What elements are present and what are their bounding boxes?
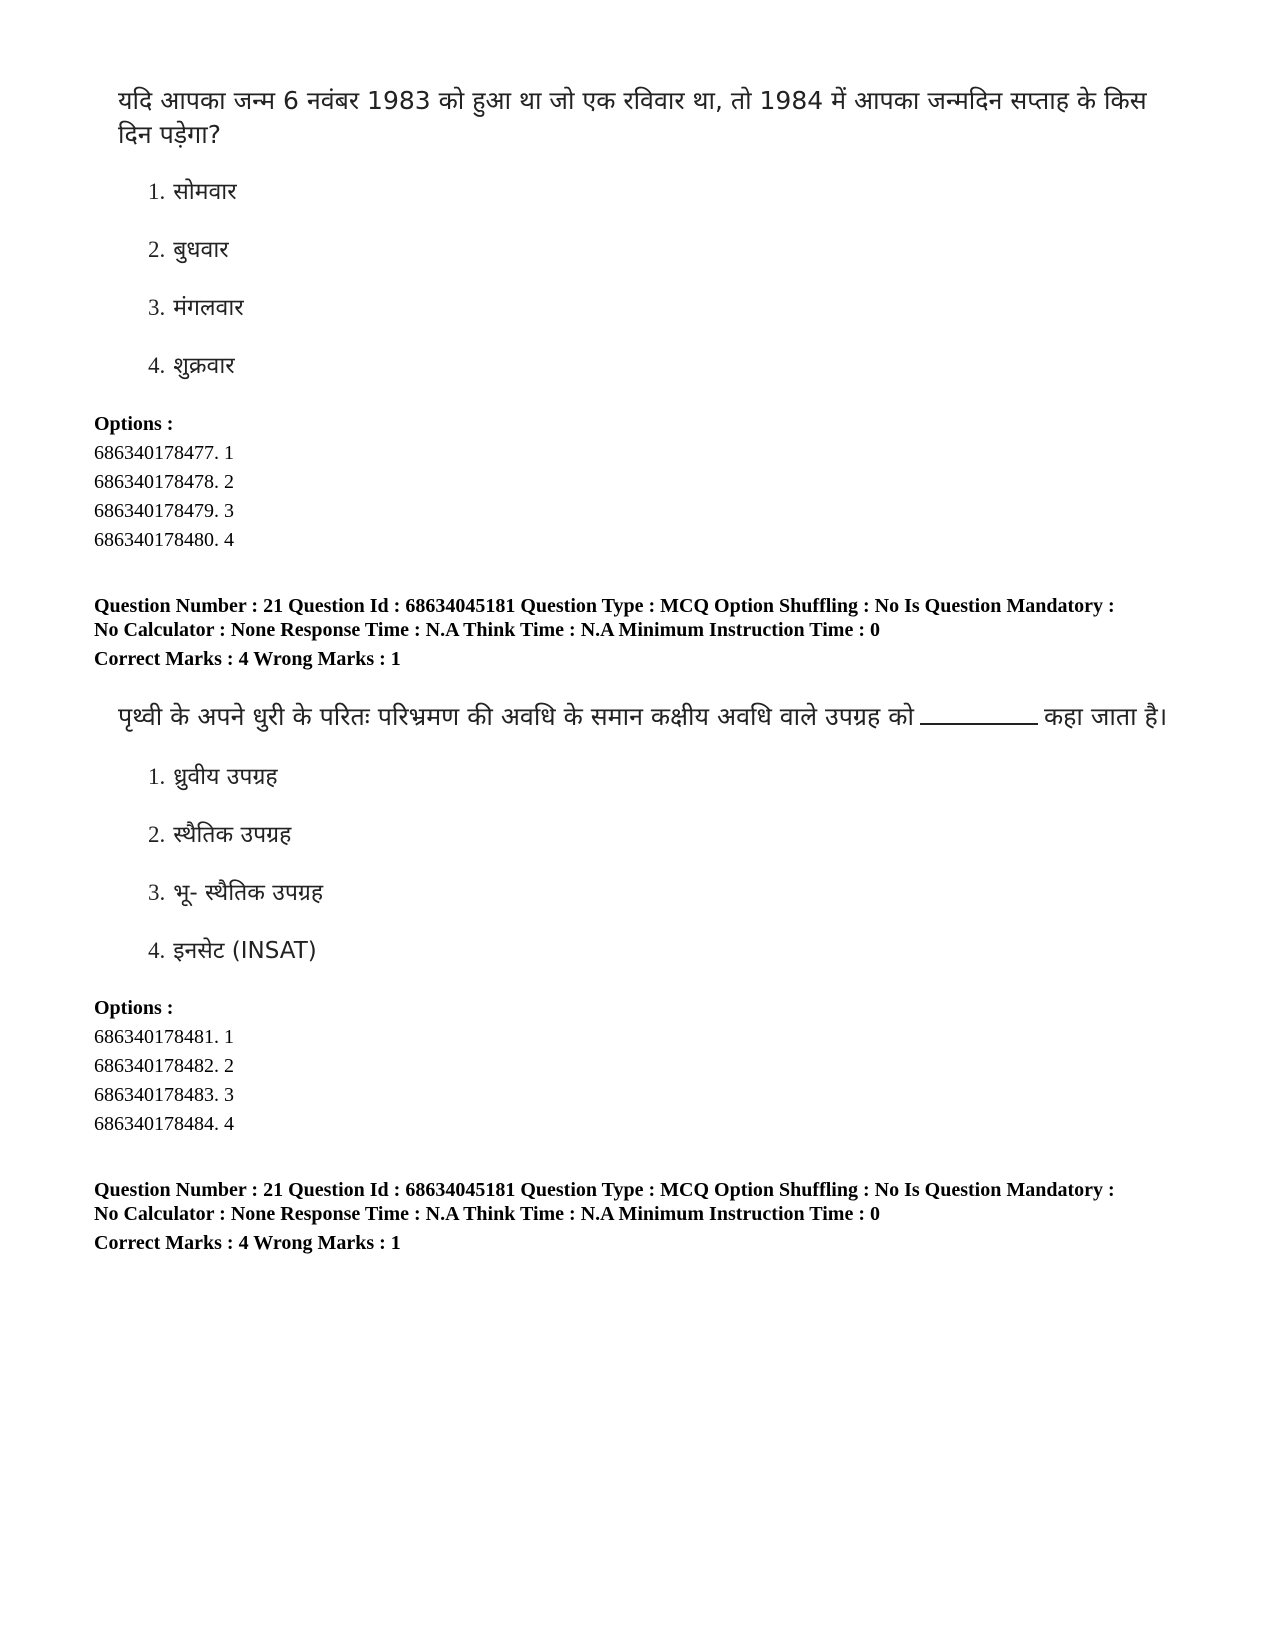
option-id-line: 686340178478. 2 xyxy=(94,471,234,493)
options-label: Options : xyxy=(94,413,174,435)
question-meta-line: Question Number : 21 Question Id : 68634045181 Question Type : MCQ Option Shuffling : No Is Question Mandatory : xyxy=(94,1179,1115,1201)
choice-item xyxy=(148,762,278,792)
option-id-line: 686340178480. 4 xyxy=(94,529,234,551)
choice-number: 3. xyxy=(148,880,166,905)
choice-text: स्थैतिक उपग्रह xyxy=(173,822,292,848)
question-text: यदि आपका जन्म 6 नवंबर 1983 को हुआ था जो एक रविवार था, तो 1984 में आपका जन्मदिन सप्ताह के किस दिन पड़ेगा? xyxy=(118,86,1147,149)
choice-text: भू- स्थैतिक उपग्रह xyxy=(173,880,324,906)
question-text-after: कहा जाता है। xyxy=(1043,702,1168,731)
choice-item xyxy=(148,351,235,381)
option-id-line: 686340178477. 1 xyxy=(94,442,234,464)
question-meta-line: No Calculator : None Response Time : N.A Think Time : N.A Minimum Instruction Time : 0 xyxy=(94,619,880,641)
choice-text: इनसेट (INSAT) xyxy=(173,938,317,964)
option-id-line: 686340178479. 3 xyxy=(94,500,234,522)
choice-text: मंगलवार xyxy=(173,295,244,321)
choice-number: 1. xyxy=(148,764,166,789)
question-text-before: पृथ्वी के अपने धुरी के परितः परिभ्रमण की अवधि के समान कक्षीय अवधि वाले उपग्रह को xyxy=(118,702,914,731)
choice-number: 3. xyxy=(148,295,166,320)
choice-number: 4. xyxy=(148,938,166,963)
option-id-line: 686340178482. 2 xyxy=(94,1055,234,1077)
option-id-line: 686340178483. 3 xyxy=(94,1084,234,1106)
marks-line: Correct Marks : 4 Wrong Marks : 1 xyxy=(94,648,401,670)
choice-text: सोमवार xyxy=(173,179,237,205)
answer-blank xyxy=(920,703,1038,725)
choice-item xyxy=(148,235,229,265)
choice-text: ध्रुवीय उपग्रह xyxy=(173,764,278,790)
question-text xyxy=(118,700,1168,734)
question-meta-line: No Calculator : None Response Time : N.A Think Time : N.A Minimum Instruction Time : 0 xyxy=(94,1203,880,1225)
choice-number: 4. xyxy=(148,353,166,378)
choice-number: 1. xyxy=(148,179,166,204)
choice-item xyxy=(148,177,237,207)
choice-text: शुक्रवार xyxy=(173,353,235,379)
choice-number: 2. xyxy=(148,822,166,847)
marks-line: Correct Marks : 4 Wrong Marks : 1 xyxy=(94,1232,401,1254)
choice-item xyxy=(148,820,291,850)
question-meta-line: Question Number : 21 Question Id : 68634045181 Question Type : MCQ Option Shuffling : No Is Question Mandatory : xyxy=(94,595,1115,617)
choice-item xyxy=(148,878,323,908)
options-label: Options : xyxy=(94,997,174,1019)
choice-item xyxy=(148,293,244,323)
option-id-line: 686340178481. 1 xyxy=(94,1026,234,1048)
choice-number: 2. xyxy=(148,237,166,262)
choice-item xyxy=(148,936,317,966)
choice-text: बुधवार xyxy=(173,237,229,263)
option-id-line: 686340178484. 4 xyxy=(94,1113,234,1135)
